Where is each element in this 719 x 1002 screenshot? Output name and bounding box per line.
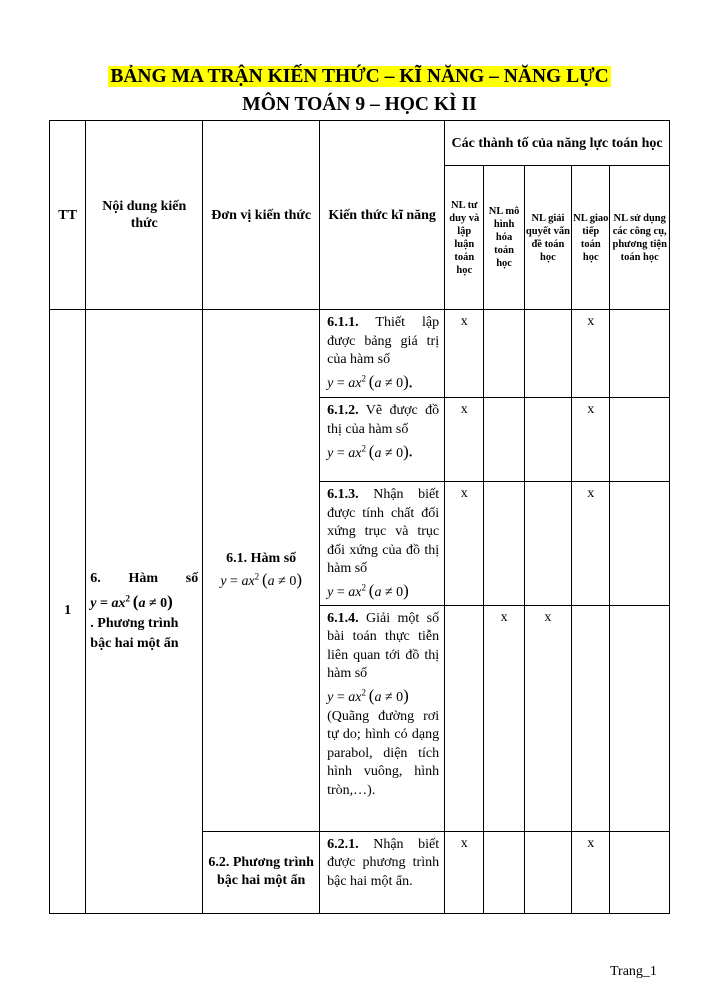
mark-cell	[484, 310, 524, 398]
page-footer: Trang_1	[610, 964, 657, 979]
mark-cell: x	[572, 310, 610, 398]
formula: $y = ax^2$ (a ≠ 0)	[327, 441, 409, 461]
mark-cell	[610, 482, 670, 606]
skill-cell: 6.1.3. Nhận biết được tính chất đối xứng trục và trục đối xứng của đồ thị hàm số $y = ax^2$ (a ≠ 0)	[320, 482, 445, 606]
header-nl-giai-quyet: NL giải quyết vấn đề toán học	[524, 166, 571, 310]
header-tt: TT	[50, 121, 86, 310]
row-noi-dung: 6. Hàm số $y = ax^2$ (a ≠ 0) . Phương trình bậc hai một ẩn	[86, 310, 203, 914]
skill-cell: 6.2.1. Nhận biết được phương trình bậc hai một ẩn.	[320, 831, 445, 913]
header-nl-cong-cu: NL sử dụng các công cụ, phương tiện toán học	[610, 166, 670, 310]
mark-cell	[524, 310, 571, 398]
mark-cell	[610, 605, 670, 831]
document-subtitle: MÔN TOÁN 9 – HỌC KÌ II	[242, 94, 477, 115]
mark-cell	[524, 831, 571, 913]
header-nl-mo-hinh: NL mô hình hóa toán học	[484, 166, 524, 310]
mark-cell: x	[445, 310, 484, 398]
mark-cell	[610, 310, 670, 398]
skill-cell: 6.1.2. Vẽ được đồ thị của hàm số $y = ax^2$ (a ≠ 0).	[320, 398, 445, 482]
mark-cell	[524, 482, 571, 606]
header-noi-dung: Nội dung kiến thức	[86, 121, 203, 310]
formula: $y = ax^2$ (a ≠ 0)	[327, 686, 409, 706]
matrix-table	[49, 120, 670, 914]
mark-cell	[610, 398, 670, 482]
mark-cell	[572, 605, 610, 831]
formula: $y = ax^2$ (a ≠ 0)	[327, 372, 409, 392]
mark-cell	[445, 605, 484, 831]
mark-cell: x	[445, 482, 484, 606]
unit-6-1: 6.1. Hàm số $y = ax^2$ (a ≠ 0)	[203, 310, 320, 832]
skill-cell: 6.1.4. Giải một số bài toán thực tiễn liên quan tới đồ thị hàm số $y = ax^2$ (a ≠ 0) (Quãng đường rơi tự do; hình có dạng parabol, diện tích hình vuông, hình tròn,…).	[320, 605, 445, 831]
mark-cell	[524, 398, 571, 482]
mark-cell: x	[572, 398, 610, 482]
document-title: BẢNG MA TRẬN KIẾN THỨC – KĨ NĂNG – NĂNG LỰC	[110, 66, 609, 87]
mark-cell	[484, 831, 524, 913]
mark-cell: x	[524, 605, 571, 831]
mark-cell	[610, 831, 670, 913]
header-nl-tu-duy: NL tư duy và lập luận toán học	[445, 166, 484, 310]
mark-cell: x	[445, 831, 484, 913]
mark-cell: x	[445, 398, 484, 482]
mark-cell: x	[484, 605, 524, 831]
formula: $y = ax^2$ (a ≠ 0)	[90, 592, 173, 612]
header-nl-giao-tiep: NL giao tiếp toán học	[572, 166, 610, 310]
header-nang-luc-group: Các thành tố của năng lực toán học	[445, 121, 670, 166]
mark-cell	[484, 482, 524, 606]
row-tt: 1	[50, 310, 86, 914]
header-don-vi: Đơn vị kiến thức	[203, 121, 320, 310]
formula: $y = ax^2$ (a ≠ 0)	[327, 581, 409, 601]
skill-cell: 6.1.1. Thiết lập được bảng giá trị của hàm số $y = ax^2$ (a ≠ 0).	[320, 310, 445, 398]
table-row	[50, 310, 670, 398]
header-kien-thuc: Kiến thức kĩ năng	[320, 121, 445, 310]
formula: $y = ax^2$ (a ≠ 0)	[220, 570, 302, 590]
unit-6-2: 6.2. Phương trình bậc hai một ẩn	[203, 831, 320, 913]
mark-cell	[484, 398, 524, 482]
mark-cell: x	[572, 482, 610, 606]
mark-cell: x	[572, 831, 610, 913]
